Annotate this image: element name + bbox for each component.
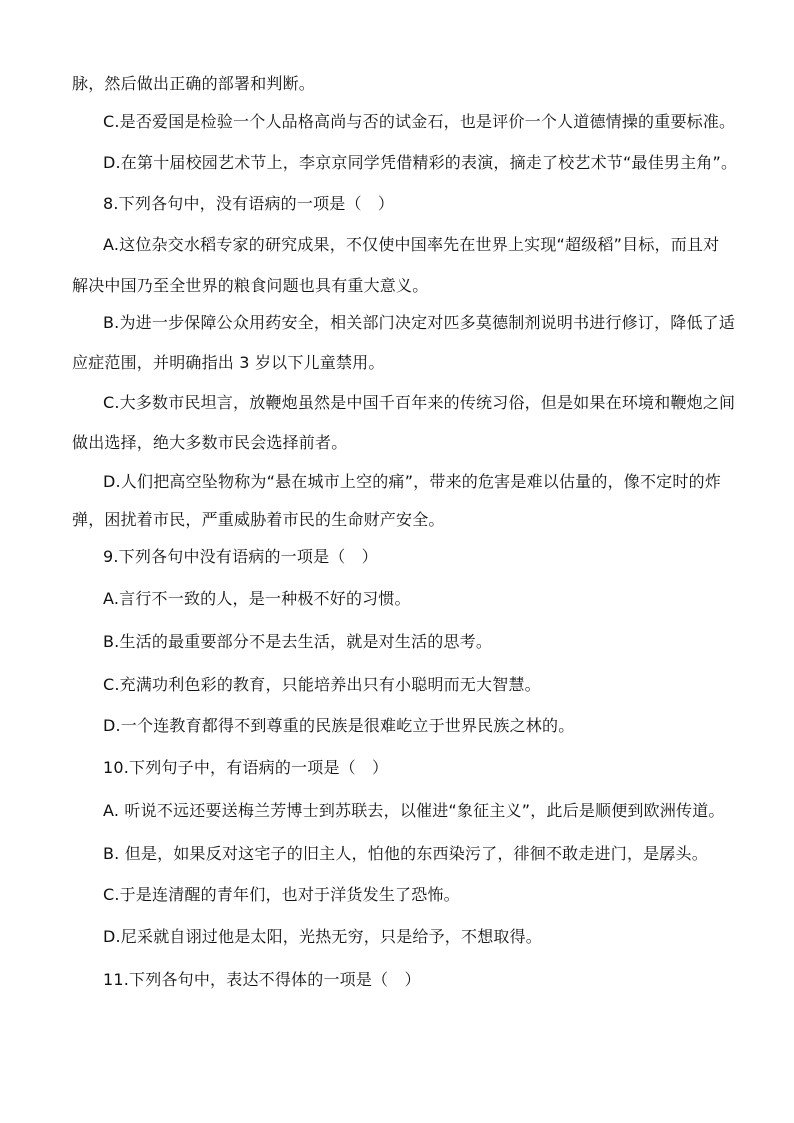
text-line-1: 脉，然后做出正确的部署和判断。 <box>72 74 316 93</box>
text-line-7: B.为进一步保障公众用药安全，相关部门决定对匹多莫德制剂说明书进行修订，降低了适 <box>103 313 736 332</box>
question-9-stem: 9.下列各句中没有语病的一项是（ ） <box>103 547 378 566</box>
text-line-17: D.一个连教育都得不到尊重的民族是很难屹立于世界民族之林的。 <box>103 716 575 735</box>
text-line-6: 解决中国乃至全世界的粮食问题也具有重大意义。 <box>72 276 429 295</box>
question-10-stem: 10.下列句子中，有语病的一项是（ ） <box>103 758 389 777</box>
text-line-11: D.人们把高空坠物称为“悬在城市上空的痛”，带来的危害是难以估量的，像不定时的炸 <box>103 472 721 491</box>
text-line-5: A.这位杂交水稻专家的研究成果，不仅使中国率先在世界上实现“超级稻”目标，而且对 <box>103 235 720 254</box>
text-line-22: D.尼采就自诩过他是太阳，光热无穷，只是给予，不想取得。 <box>103 927 543 946</box>
text-line-2: C.是否爱国是检验一个人品格高尚与否的试金石，也是评价一个人道德情操的重要标准。 <box>103 112 736 131</box>
text-line-14: A.言行不一致的人，是一种极不好的习惯。 <box>103 589 411 608</box>
text-line-3: D.在第十届校园艺术节上，李京京同学凭借精彩的表演，摘走了校艺术节“最佳男主角”。 <box>103 153 738 172</box>
text-line-20: B. 但是，如果反对这宅子的旧主人，怕他的东西染污了，徘徊不敢走进门，是孱头。 <box>103 844 708 863</box>
question-8-stem: 8.下列各句中，没有语病的一项是（ ） <box>103 194 395 213</box>
text-line-9: C.大多数市民坦言，放鞭炮虽然是中国千百年来的传统习俗，但是如果在环境和鞭炮之间 <box>103 393 736 412</box>
text-line-12: 弹，困扰着市民，严重威胁着市民的生命财产安全。 <box>72 510 445 529</box>
text-line-10: 做出选择，绝大多数市民会选择前者。 <box>72 433 348 452</box>
text-line-15: B.生活的最重要部分不是去生活，就是对生活的思考。 <box>103 632 493 651</box>
question-11-stem: 11.下列各句中，表达不得体的一项是（ ） <box>103 970 421 989</box>
text-line-21: C.于是连清醒的青年们，也对于洋货发生了恐怖。 <box>103 885 460 904</box>
text-line-8: 应症范围，并明确指出 3 岁以下儿童禁用。 <box>72 353 385 372</box>
text-line-19: A. 听说不远还要送梅兰芳博士到苏联去，以催进“象征主义”，此后是顺便到欧洲传道。 <box>103 801 725 820</box>
text-line-16: C.充满功利色彩的教育，只能培养出只有小聪明而无大智慧。 <box>103 675 541 694</box>
